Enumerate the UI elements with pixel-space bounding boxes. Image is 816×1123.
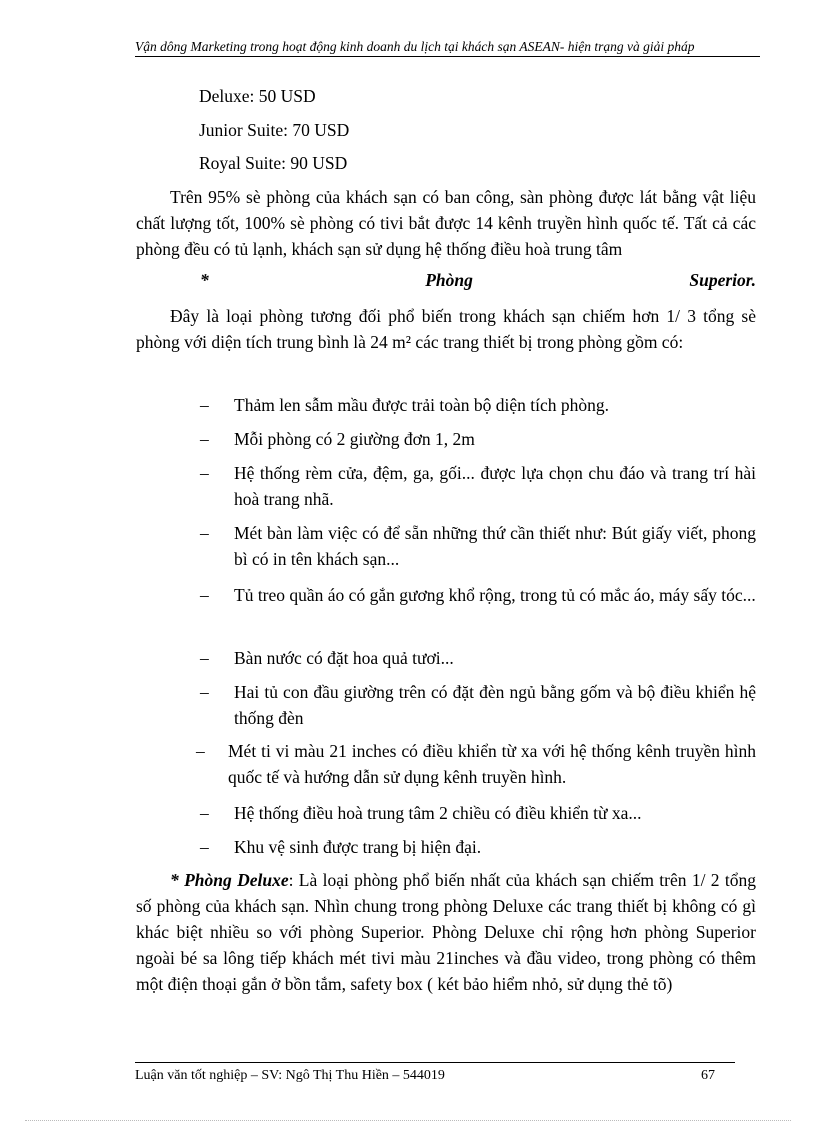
list-item — [200, 645, 756, 671]
bullet-dash: – — [200, 463, 209, 483]
footer-rule — [135, 1062, 735, 1063]
heading-word-superior: Superior. — [689, 270, 756, 290]
list-item-text: Mét bàn làm việc có để sẵn những thứ cần thiết như: Bút giấy viết, phong bì có in tên khách sạn... — [234, 523, 756, 569]
list-item-text: Tủ treo quần áo có gắn gương khổ rộng, trong tủ có mắc áo, máy sấy tóc... — [234, 585, 756, 605]
list-item — [136, 679, 756, 731]
list-item — [200, 834, 756, 860]
bullet-dash: – — [200, 837, 209, 857]
bullet-dash: – — [200, 429, 209, 449]
bullet-dash: – — [200, 803, 209, 823]
heading-word-phong: Phòng — [425, 270, 473, 290]
list-item — [136, 460, 756, 512]
page-footer — [135, 1068, 715, 1084]
superior-paragraph: Đây là loại phòng tương đối phổ biến trong khách sạn chiếm hơn 1/ 3 tổng sè phòng với diện tích trung bình là 24 m² các trang thiết bị trong phòng gồm có: — [136, 306, 756, 352]
bullet-dash: – — [200, 395, 209, 415]
deluxe-paragraph: * Phòng Deluxe: Là loại phòng phổ biến nhất của khách sạn chiếm trên 1/ 2 tổng số phòng của khách sạn. Nhìn chung trong phòng Deluxe các trang thiết bị không có gì khác biệt nhiều so với phòng Superior. Phòng Deluxe chỉ rộng hơn phòng Superior ngoài bé sa lông tiếp khách mét tivi màu 21inches và đầu video, trong phòng có thêm một điện thoại gắn ở bồn tắm, safety box ( két bảo hiểm nhỏ, sử dụng thẻ tõ) — [136, 870, 756, 994]
bullet-dash: – — [200, 523, 209, 543]
bullet-dash: – — [200, 585, 209, 605]
heading-star: * — [200, 270, 209, 290]
list-item-text: Thảm len sẫm mầu được trải toàn bộ diện tích phòng. — [234, 395, 609, 415]
bullet-dash: – — [200, 648, 209, 668]
list-item — [196, 738, 756, 790]
running-header: Vận dông Marketing trong hoạt động kinh doanh du lịch tại khách sạn ASEAN- hiện trạng và giải pháp — [135, 38, 760, 57]
footer-author: Luận văn tốt nghiệp – SV: Ngô Thị Thu Hiền – 544019 — [135, 1068, 445, 1083]
list-item — [200, 800, 756, 826]
list-item — [200, 392, 756, 418]
list-item — [200, 582, 756, 608]
superior-heading — [200, 270, 756, 291]
list-item — [200, 426, 756, 452]
intro-paragraph: Trên 95% sè phòng của khách sạn có ban công, sàn phòng được lát bằng vật liệu chất lượng tốt, 100% sè phòng có tivi bắt được 14 kênh truyền hình quốc tế. Tất cả các phòng đều có tủ lạnh, khách sạn sử dụng hệ thống điều hoà trung tâm — [136, 187, 756, 259]
list-item-text: – Hai tủ con đầu giường trên có đặt đèn ngủ bằng gốm và bộ điều khiển hệ thống đèn — [136, 679, 756, 731]
list-item-text: – Hệ thống rèm cửa, đệm, ga, gối... được lựa chọn chu đáo và trang trí hài hoà trang nhã. — [136, 460, 756, 512]
list-item — [200, 520, 756, 572]
price-royal-suite: Royal Suite: 90 USD — [199, 153, 348, 173]
price-junior-suite: Junior Suite: 70 USD — [199, 120, 350, 140]
bullet-dash: – — [200, 682, 209, 702]
list-item-text: Mỗi phòng có 2 giường đơn 1, 2m — [234, 429, 475, 449]
deluxe-lead: * Phòng Deluxe — [170, 870, 289, 890]
page-edge — [25, 1120, 791, 1121]
list-item-text: Khu vệ sinh được trang bị hiện đại. — [234, 837, 482, 857]
price-deluxe: Deluxe: 50 USD — [199, 86, 316, 106]
page-number: 67 — [701, 1068, 715, 1083]
list-item-text: Bàn nước có đặt hoa quả tươi... — [234, 648, 454, 668]
list-item-text: Hệ thống điều hoà trung tâm 2 chiều có điều khiển từ xa... — [234, 803, 642, 823]
list-item-text: Mét ti vi màu 21 inches có điều khiển từ xa với hệ thống kênh truyền hình quốc tế và hướng dẫn sử dụng kênh truyền hình. — [228, 741, 756, 787]
bullet-dash: – — [196, 741, 205, 761]
